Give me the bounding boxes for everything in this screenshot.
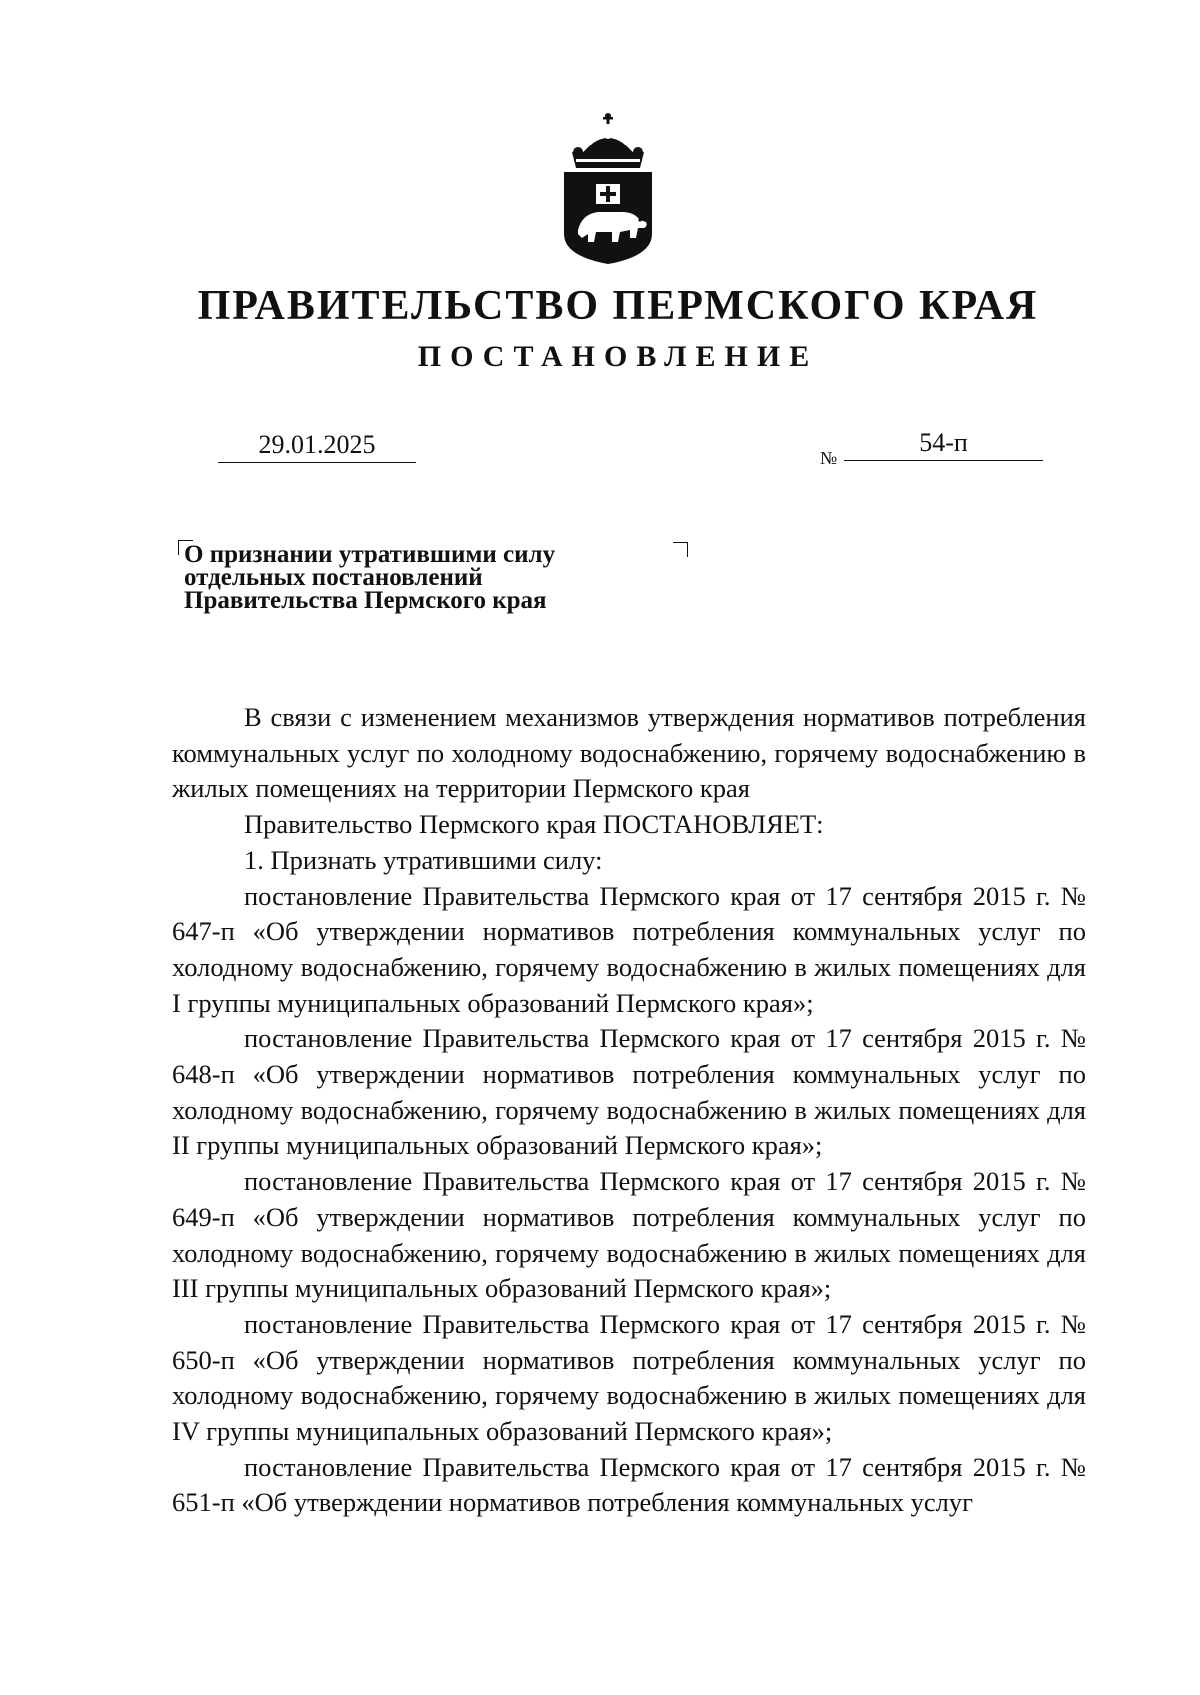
repealed-act-paragraph: постановление Правительства Пермского края от 17 сентября 2015 г. № 649-п «Об утверждении нормативов потребления коммунальных услуг по холодному водоснабжению, горячему водоснабжению в жилых помещениях для III группы муниципальных образований Пермского края»; — [172, 1166, 1086, 1304]
document-type-title: ПОСТАНОВЛЕНИЕ — [417, 340, 819, 373]
subject-line: О признании утратившими силу — [184, 541, 556, 568]
repealed-act-paragraph: постановление Правительства Пермского края от 17 сентября 2015 г. № 650-п «Об утверждении нормативов потребления коммунальных услуг по холодному водоснабжению, горячему водоснабжению в жилых помещениях для IV группы муниципальных образований Пермского края»; — [172, 1308, 1086, 1447]
perm-krai-coat-of-arms-icon — [560, 112, 656, 266]
document-body — [172, 700, 1086, 1521]
resolves-paragraph: Правительство Пермского края ПОСТАНОВЛЯЕТ: — [244, 809, 824, 840]
subject-corner-right — [673, 542, 688, 557]
document-number: 54-п — [844, 426, 1043, 461]
document-subject — [184, 543, 664, 612]
subject-line: отдельных постановлений — [184, 564, 483, 591]
item-1-paragraph: 1. Признать утратившими силу: — [244, 844, 603, 875]
repealed-act-paragraph: постановление Правительства Пермского края от 17 сентября 2015 г. № 648-п «Об утверждении нормативов потребления коммунальных услуг по холодному водоснабжению, горячему водоснабжению в жилых помещениях для II группы муниципальных образований Пермского края»; — [172, 1023, 1086, 1161]
organization-title: ПРАВИТЕЛЬСТВО ПЕРМСКОГО КРАЯ — [197, 283, 1039, 329]
repealed-act-paragraph: постановление Правительства Пермского края от 17 сентября 2015 г. № 647-п «Об утверждении нормативов потребления коммунальных услуг по холодному водоснабжению, горячему водоснабжению в жилых помещениях для I группы муниципальных образований Пермского края»; — [172, 880, 1086, 1018]
subject-line: Правительства Пермского края — [184, 587, 547, 614]
preamble-paragraph: В связи с изменением механизмов утверждения нормативов потребления коммунальных услуг по холодному водоснабжению, горячему водоснабжению в жилых помещениях на территории Пермского края — [172, 702, 1086, 804]
number-sign: № — [820, 448, 838, 468]
document-date: 29.01.2025 — [218, 428, 416, 463]
repealed-act-paragraph: постановление Правительства Пермского края от 17 сентября 2015 г. № 651-п «Об утверждении нормативов потребления коммунальных услуг — [172, 1451, 1086, 1518]
